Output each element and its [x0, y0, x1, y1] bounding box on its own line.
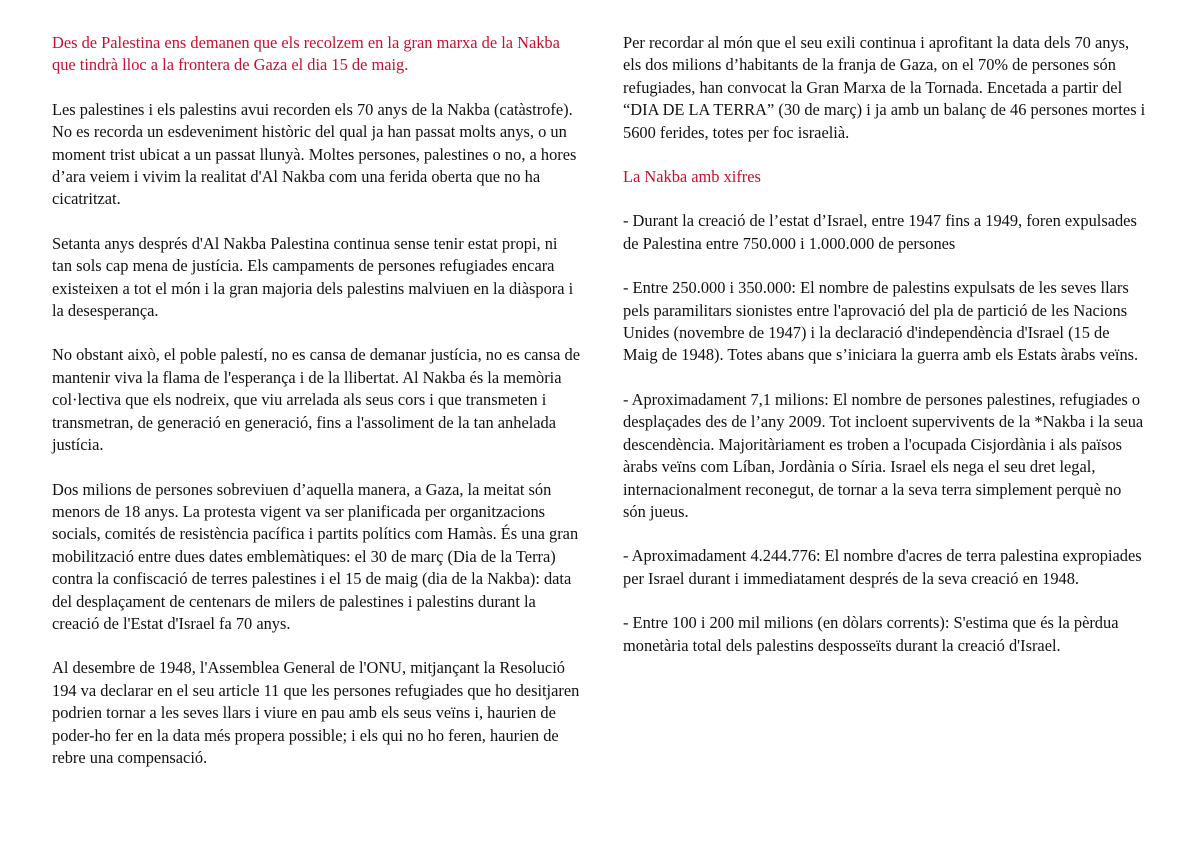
fact-item: - Entre 100 i 200 mil milions (en dòlars corrents): S'estima que és la pèrdua monetària total dels palestins desposseïts durant la creació d'Israel. — [623, 613, 1119, 655]
fact-item: - Aproximadament 7,1 milions: El nombre de persones palestines, refugiades o desplaçades des de l’any 2009. Tot incloent supervivents de la *Nakba i la seua descendència. Majoritàriament es troben a l'ocupada Cisjordània i als països àrabs veïns com Líban, Jordània o Síria. Israel els nega el seu dret legal, internacionalment reconegut, de tornar a la seva terra simplement perquè no són jueus. — [623, 389, 1144, 521]
paragraph-great-march: Per recordar al món que el seu exili continua i aprofitant la data dels 70 anys, els dos milions d’habitants de la franja de Gaza, on el 70% de persones són refugiades, han convocat la Gran Marxa de la Tornada. Encetada a partir del “DIA DE LA TERRA” (30 de març) i ja amb un balanç de 46 persones mortes i 5600 ferides, totes per foc israelià. — [623, 33, 1146, 142]
fact-item: - Aproximadament 4.244.776: El nombre d'acres de terra palestina expropiades per Israel durant i immediatament després de la seva creació en 1948. — [623, 546, 1142, 588]
intro-callout: Des de Palestina ens demanen que els recolzem en la gran marxa de la Nakba que tindrà lloc a la frontera de Gaza el dia 15 de maig. — [52, 33, 560, 75]
left-column — [52, 32, 580, 791]
paragraph-gaza-protest: Dos milions de persones sobreviuen d’aquella manera, a Gaza, la meitat són menors de 18 anys. La protesta vigent va ser planificada per organitzacions socials, comités de resistència pacífica i partits polítics com Hamàs. És una gran mobilització entre dues dates emblemàtiques: el 30 de març (Dia de la Terra) contra la confiscació de terres palestines i el 15 de maig (dia de la Nakba): data del desplaçament de centenars de milers de palestines i palestins durant la creació de l'Estat d'Israel fa 70 anys. — [52, 479, 579, 633]
section-heading-figures: La Nakba amb xifres — [623, 167, 761, 187]
fact-item: - Durant la creació de l’estat d’Israel, entre 1947 fins a 1949, foren expulsades de Palestina entre 750.000 i 1.000.000 de persones — [623, 211, 1137, 253]
paragraph-un-resolution: Al desembre de 1948, l'Assemblea General de l'ONU, mitjançant la Resolució 194 va declarar en el seu article 11 que les persones refugiades que ho desitjaren podrien tornar a les seves llars i viure en pau amb els seus veïns i, haurien de poder-ho fer en la data més propera possible; i els qui no ho feren, haurien de rebre una compensació. — [52, 658, 580, 767]
fact-item: - Entre 250.000 i 350.000: El nombre de palestins expulsats de les seves llars pels paramilitars sionistes entre l'aprovació del pla de partició de les Nacions Unides (novembre de 1947) i la declaració d'independència d'Israel (15 de Maig de 1948). Totes abans que s’iniciara la guerra amb els Estats àrabs veïns. — [623, 278, 1139, 365]
right-column — [623, 32, 1146, 679]
paragraph-nakba-memory: Les palestines i els palestins avui recorden els 70 anys de la Nakba (catàstrofe). No es recorda un esdeveniment històric del qual ja han passat molts anys, o un moment trist ubicat a un passat llunyà. Moltes persones, palestines o no, a hores d’ara veiem i vivim la realitat d'Al Nakba com una ferida oberta que no ha cicatritzat. — [52, 99, 577, 209]
paragraph-seventy-years: Setanta anys després d'Al Nakba Palestina continua sense tenir estat propi, ni tan sols cap mena de justícia. Els campaments de persones refugiades encara existeixen a tot el món i la gran majoria dels palestins malviuen en la diàspora i la desesperança. — [52, 233, 574, 321]
paragraph-justice: No obstant això, el poble palestí, no es cansa de demanar justícia, no es cansa de mantenir viva la flama de l'esperança i de la llibertat. Al Nakba és la memòria col·lectiva que els nodreix, que viu arrelada als seus cors i que transmeten i transmetran, de generació en generació, fins a l'assoliment de la tan anhelada justícia. — [52, 345, 580, 455]
